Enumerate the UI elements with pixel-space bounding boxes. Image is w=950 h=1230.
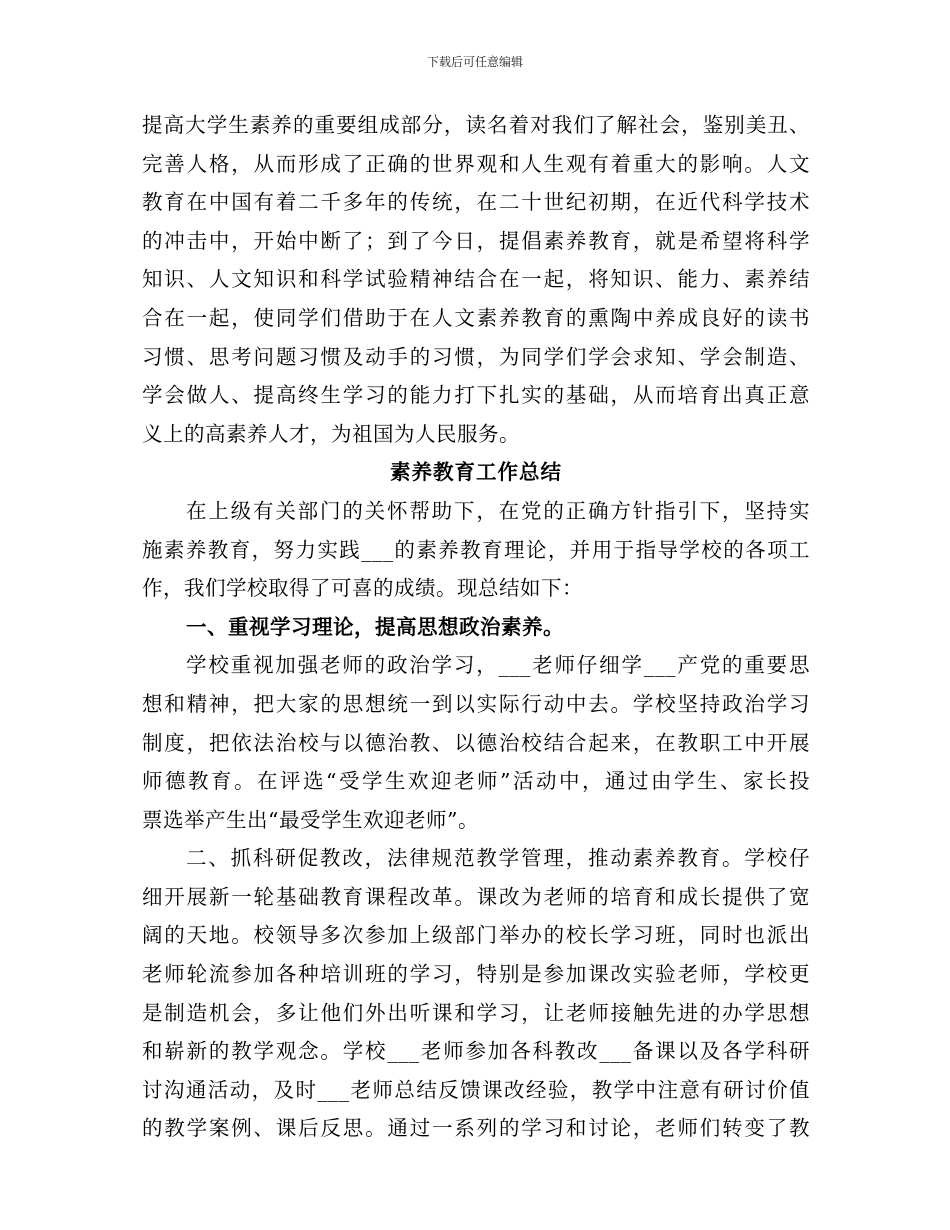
body-line: 提高大学生素养的重要组成部分，读名着对我们了解社会，鉴别美丑、 — [142, 113, 810, 137]
body-line: 师德教育。在评选“受学生欢迎老师”活动中，通过由学生、家长投 — [142, 769, 810, 794]
body-line: 教育在中国有着二千多年的传统，在二十世纪初期，在近代科学技术 — [142, 190, 810, 215]
body-line: 义上的高素养人才，为祖国为人民服务。 — [142, 421, 520, 446]
body-line: 的教学案例、课后反思。通过一系列的学习和讨论，老师们转变了教 — [142, 1116, 810, 1141]
body-line: 习惯、思考问题习惯及动手的习惯，为同学们学会求知、学会制造、 — [142, 344, 810, 369]
body-line: 合在一起，使同学们借助于在人文素养教育的熏陶中养成良好的读书 — [142, 305, 810, 330]
body-line: 阔的天地。校领导多次参加上级部门举办的校长学习班，同时也派出 — [142, 923, 810, 948]
body-line: 施素养教育，努力实践___的素养教育理论，并用于指导学校的各项工 — [142, 537, 810, 562]
body-line: 想和精神，把大家的思想统一到以实际行动中去。学校坚持政治学习 — [142, 691, 810, 716]
section-title: 素养教育工作总结 — [390, 460, 562, 485]
body-line: 作，我们学校取得了可喜的成绩。现总结如下： — [142, 576, 583, 601]
section-heading: 一、重视学习理论，提高思想政治素养。 — [186, 614, 564, 639]
body-line: 制度，把依法治校与以德治教、以德治校结合起来，在教职工中开展 — [142, 730, 810, 755]
body-line: 学校重视加强老师的政治学习，___老师仔细学___产党的重要思 — [186, 653, 810, 678]
body-line: 讨沟通活动，及时___老师总结反馈课改经验，教学中注意有研讨价值 — [142, 1077, 810, 1102]
body-line: 是制造机会，多让他们外出听课和学习，让老师接触先进的办学思想 — [142, 1000, 810, 1025]
document-body — [142, 106, 810, 1148]
body-line: 二、抓科研促教改，法律规范教学管理，推动素养教育。学校仔 — [186, 846, 810, 871]
body-line: 和崭新的教学观念。学校___老师参加各科教改___备课以及各学科研 — [142, 1039, 810, 1064]
page-header: 下载后可任意编辑 — [426, 55, 523, 69]
body-line: 知识、人文知识和科学试验精神结合在一起，将知识、能力、素养结 — [142, 267, 810, 292]
body-line: 完善人格，从而形成了正确的世界观和人生观有着重大的影响。人文 — [142, 151, 810, 176]
body-line: 在上级有关部门的关怀帮助下，在党的正确方针指引下，坚持实 — [186, 498, 810, 523]
body-line: 细开展新一轮基础教育课程改革。课改为老师的培育和成长提供了宽 — [142, 884, 810, 909]
body-line: 票选举产生出“最受学生欢迎老师”。 — [142, 807, 479, 832]
body-line: 的冲击中，开始中断了；到了今日，提倡素养教育，就是希望将科学 — [142, 228, 810, 253]
body-line: 老师轮流参加各种培训班的学习，特别是参加课改实验老师，学校更 — [142, 962, 810, 987]
body-line: 学会做人、提高终生学习的能力打下扎实的基础，从而培育出真正意 — [142, 383, 810, 408]
